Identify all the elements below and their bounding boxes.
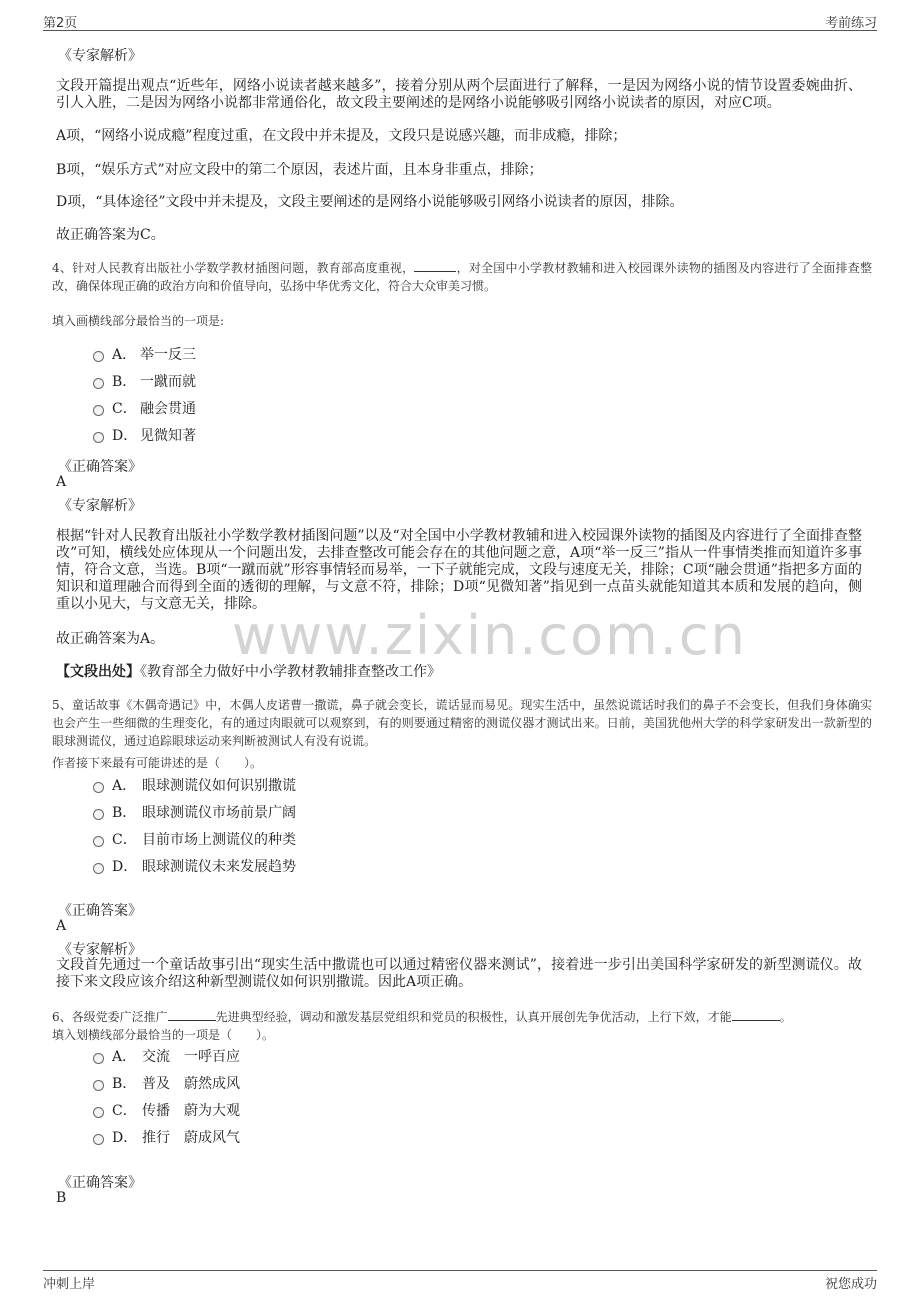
- q6-prompt: 填入划横线部分最恰当的一项是（ ）。: [52, 1028, 275, 1042]
- q4-option-a[interactable]: A． 举一反三: [93, 345, 196, 365]
- expert-analysis-label: 《专家解析》: [58, 498, 142, 514]
- q4-analysis: 根据“针对人民教育出版社小学数学教材插图问题”以及“对全国中小学教材教辅和进入校园课外读物的插图及内容进行了全面排查整改”可知，横线处应体现从一个问题出发，去排查整改可能会存在的其他问题之意，A项“举一反三”指从一件事情类推而知道许多事情，符合文意，当选。B项“一蹴而就”形容事情轻而易举，一下子就能完成，文段与速度无关，排除；C项“融会贯通”指把多方面的知识和道理融合而得到全面的透彻的理解，与文意不符，排除；D项“见微知著”指见到一点苗头就能知道其本质和发展的趋向，侧重以小见大，与文意无关，排除。: [56, 528, 862, 612]
- radio-icon[interactable]: [93, 863, 104, 874]
- q6-stem: 6、各级党委广泛推广 先进典型经验，调动和激发基层党组织和党员的积极性，认真开展创先争优活动，上行下效，才能 。: [52, 1010, 792, 1024]
- header-title: 考前练习: [824, 16, 877, 31]
- watermark: www.zixin.com.cn: [232, 604, 747, 667]
- q3-option-d-analysis: D项，“具体途径”文段中并未提及，文段主要阐述的是网络小说能够吸引网络小说读者的原因，排除。: [56, 194, 684, 210]
- radio-icon[interactable]: [93, 1134, 104, 1145]
- q3-conclusion: 故正确答案为C。: [56, 227, 165, 243]
- q4-blank: [414, 271, 456, 272]
- q3-option-a-analysis: A项，“网络小说成瘾”程度过重，在文段中并未提及，文段只是说感兴趣，而非成瘾，排除；: [56, 128, 627, 144]
- radio-icon[interactable]: [93, 405, 104, 416]
- correct-answer-label: 《正确答案》: [58, 1175, 142, 1191]
- q5-analysis: 文段首先通过一个童话故事引出“现实生活中撒谎也可以通过精密仪器来测试”，接着进一步引出美国科学家研发的新型测谎仪。故接下来文段应该介绍这种新型测谎仪如何识别撒谎。因此A项正确。: [56, 957, 862, 990]
- radio-icon[interactable]: [93, 351, 104, 362]
- radio-icon[interactable]: [93, 1107, 104, 1118]
- radio-icon[interactable]: [93, 1080, 104, 1091]
- q4-answer: A: [56, 474, 67, 490]
- q5-option-b[interactable]: B． 眼球测谎仪市场前景广阔: [93, 803, 296, 823]
- q4-conclusion: 故正确答案为A。: [56, 631, 165, 647]
- q3-analysis: 文段开篇提出观点“近些年，网络小说读者越来越多”，接着分别从两个层面进行了解释，一是因为网络小说的情节设置委婉曲折、引人入胜，二是因为网络小说都非常通俗化，故文段主要阐述的是网络小说能够吸引网络小说读者的原因，对应C项。: [56, 78, 862, 111]
- q6-option-b[interactable]: B． 普及 蔚然成风: [93, 1074, 240, 1094]
- q4-prompt: 填入画横线部分最恰当的一项是:: [52, 314, 225, 328]
- footer-right: 祝您成功: [824, 1277, 877, 1292]
- q5-option-d[interactable]: D． 眼球测谎仪未来发展趋势: [93, 857, 296, 877]
- correct-answer-label: 《正确答案》: [58, 459, 142, 475]
- q3-option-b-analysis: B项，“娱乐方式”对应文段中的第二个原因，表述片面，且本身非重点，排除；: [56, 162, 543, 178]
- q4-option-d[interactable]: D． 见微知著: [93, 426, 196, 446]
- expert-analysis-label: 《专家解析》: [58, 942, 142, 958]
- page-footer: [43, 1270, 877, 1293]
- page-number: 第2页: [43, 16, 78, 31]
- q5-stem: 5、童话故事《木偶奇遇记》中，木偶人皮诺曹一撒谎，鼻子就会变长，谎话显而易见。现实生活中，虽然说谎话时我们的鼻子不会变长，但我们身体确实也会产生一些细微的生理变化，有的通过肉眼就可以观察到，有的则要通过精密的测谎仪器才测试出来。日前，美国犹他州大学的科学家研发出一款新型的眼球测谎仪，通过追踪眼球运动来判断被测试人有没有说谎。: [52, 698, 872, 748]
- radio-icon[interactable]: [93, 809, 104, 820]
- correct-answer-label: 《正确答案》: [58, 903, 142, 919]
- q5-option-c[interactable]: C． 目前市场上测谎仪的种类: [93, 830, 296, 850]
- radio-icon[interactable]: [93, 432, 104, 443]
- q4-source: 【文段出处】《教育部全力做好中小学教材教辅排查整改工作》: [56, 664, 441, 680]
- q6-blank-1: [168, 1020, 216, 1021]
- expert-analysis-label: 《专家解析》: [58, 48, 142, 64]
- q6-option-d[interactable]: D． 推行 蔚成风气: [93, 1128, 240, 1148]
- q4-option-b[interactable]: B． 一蹴而就: [93, 372, 196, 392]
- footer-left: 冲刺上岸: [43, 1277, 96, 1292]
- q5-option-a[interactable]: A． 眼球测谎仪如何识别撒谎: [93, 776, 296, 796]
- radio-icon[interactable]: [93, 378, 104, 389]
- q6-answer: B: [56, 1190, 67, 1206]
- radio-icon[interactable]: [93, 1053, 104, 1064]
- radio-icon[interactable]: [93, 836, 104, 847]
- q5-prompt: 作者接下来最有可能讲述的是（ ）。: [52, 756, 263, 770]
- q6-blank-2: [732, 1020, 780, 1021]
- page-header: [43, 12, 877, 31]
- radio-icon[interactable]: [93, 782, 104, 793]
- q6-option-c[interactable]: C． 传播 蔚为大观: [93, 1101, 240, 1121]
- q4-stem: 4、针对人民教育出版社小学数学教材插图问题，教育部高度重视， ，对全国中小学教材教辅和进入校园课外读物的插图及内容进行了全面排查整改，确保体现正确的政治方向和价值导向，弘扬中华优秀文化，符合大众审美习惯。: [52, 261, 872, 293]
- q4-option-c[interactable]: C． 融会贯通: [93, 399, 196, 419]
- q5-answer: A: [56, 918, 67, 934]
- q6-option-a[interactable]: A． 交流 一呼百应: [93, 1047, 240, 1067]
